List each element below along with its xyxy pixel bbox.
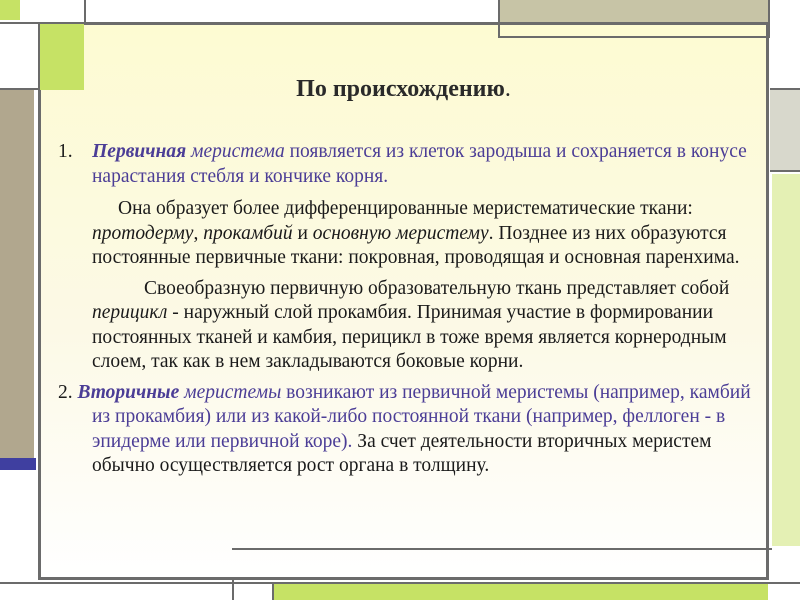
list-item-2-term-italic: меристемы <box>184 381 282 403</box>
grid-line-horizontal <box>0 22 40 24</box>
term-pericycle: перицикл <box>92 302 168 323</box>
paragraph-1-comma: , <box>193 222 199 244</box>
gray-stripe-right <box>770 90 800 170</box>
grid-line-vertical <box>84 0 86 24</box>
list-item-1-term-bold: Первичная <box>92 141 187 162</box>
paragraph-pericycle <box>58 277 758 375</box>
frame-top-right <box>498 0 770 38</box>
slide-title <box>38 76 769 103</box>
grid-line-horizontal <box>770 170 800 172</box>
term-protoderm: протодерму <box>92 222 194 244</box>
paragraph-meristem-tissues <box>58 197 758 271</box>
slide-body <box>58 140 758 479</box>
paragraph-1-text-a: Она образует более дифференцированные меристематические ткани: <box>118 198 693 219</box>
list-item-1-term-italic: меристема <box>191 141 285 162</box>
list-item-2 <box>58 381 758 479</box>
term-procambium: прокамбий <box>203 222 293 244</box>
list-item-2-accent-text: возникают из первичной меристемы (например, камбий из прокамбия) или из какой-либо постоянной ткани (например, феллоген - в эпидерме или первичной коре). <box>92 381 751 452</box>
green-block-right <box>772 174 800 546</box>
list-item-2-number: 2. <box>58 381 73 403</box>
green-block-top-left <box>0 0 20 20</box>
list-item-2-text: За счет деятельности вторичных меристем обычно осуществляется рост органа в толщину. <box>92 430 712 476</box>
paragraph-1-and: и <box>297 222 308 244</box>
slide-title-text: По происхождению <box>296 76 505 102</box>
paragraph-1-text-b: . Позднее из них образуются постоянные первичные ткани: покровная, проводящая и основная паренхима. <box>92 222 740 268</box>
paragraph-2-text-a: Своеобразную первичную образовательную ткань представляет собой <box>144 277 730 299</box>
grid-line-horizontal <box>770 88 800 90</box>
tan-block-left <box>0 90 34 460</box>
list-item-1 <box>58 140 758 189</box>
grid-line-horizontal <box>0 88 40 90</box>
green-bar-bottom <box>274 584 768 600</box>
grid-line-vertical <box>272 584 274 600</box>
list-item-1-number: 1. <box>58 141 73 162</box>
grid-line-horizontal <box>0 582 800 584</box>
paragraph-2-text-b: - наружный слой прокамбия. Принимая участие в формировании постоянных тканей и камбия, перицикл в тоже время является корнеродным слоем, так как в нем закладываются боковые корни. <box>92 302 727 372</box>
slide-title-dot: . <box>504 76 511 102</box>
list-item-1-text: появляется из клеток зародыша и сохраняется в конусе нарастания стебля и кончике корня. <box>92 141 747 187</box>
navy-stripe-left <box>0 458 36 470</box>
list-item-2-term-bold: Вторичные <box>77 381 180 403</box>
grid-line-horizontal <box>232 548 772 550</box>
term-ground-meristem: основную меристему <box>312 222 489 244</box>
